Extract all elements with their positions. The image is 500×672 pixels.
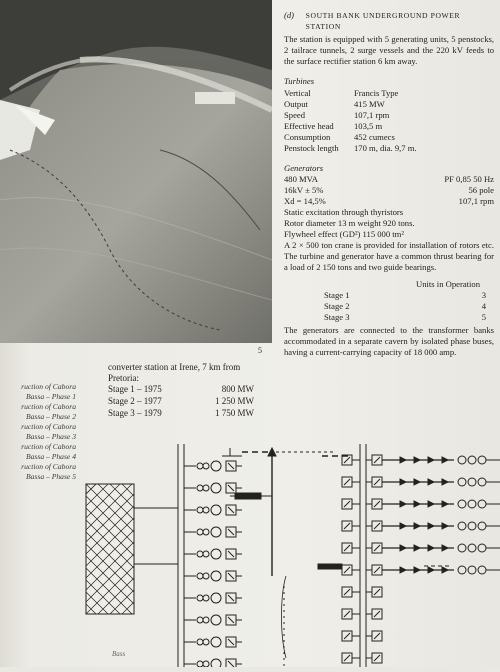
output-feeder — [382, 478, 500, 486]
feeder-row — [342, 521, 382, 531]
single-line-diagram — [54, 436, 500, 667]
converter-stage — [108, 408, 268, 420]
feeder-row — [342, 543, 382, 553]
caption-line: Bassa – Phase 1 — [26, 392, 76, 401]
feeder-row — [184, 505, 242, 515]
spec-row — [284, 132, 494, 143]
converter-stage — [108, 396, 268, 408]
gen-row — [284, 174, 494, 185]
spec-key: Penstock length — [284, 143, 339, 153]
conv-stage-value: 1 750 MW — [215, 408, 254, 418]
gen-value: PF 0,85 50 Hz — [444, 174, 494, 184]
conv-stage-value: 800 MW — [221, 384, 254, 394]
converter-block — [108, 362, 268, 420]
unit-stage — [284, 312, 494, 323]
spec-row — [284, 88, 494, 99]
section-intro: The station is equipped with 5 generating units, 5 penstocks, 2 tailrace tunnels, 2 surge vessels and the 220 kV feeds to the surface rectifier station 6 km away. — [284, 34, 494, 66]
caption-line: Bassa – Phase 5 — [26, 472, 76, 481]
feeder-row — [342, 631, 382, 641]
caption-line: Bassa – Phase 2 — [26, 412, 76, 421]
spec-row — [284, 110, 494, 121]
gen-flywheel: Flywheel effect (GD²) 115 000 tm² — [284, 229, 404, 239]
plate-number: 5 — [258, 346, 262, 355]
right-column — [284, 10, 494, 358]
feeder-row — [184, 593, 242, 603]
spec-value: 415 MW — [354, 99, 385, 109]
stage-label: Stage 1 — [324, 290, 350, 300]
stage-value: 5 — [481, 312, 486, 322]
gen-value: 107,1 rpm — [458, 196, 494, 206]
feeder-row — [184, 571, 242, 581]
feeder-row — [342, 565, 382, 575]
gen-value: Xd = 14,5% — [284, 196, 326, 206]
output-feeder — [382, 522, 500, 530]
conv-stage-label: Stage 3 – 1979 — [108, 408, 162, 418]
gen-excitation: Static excitation through thyristors — [284, 207, 404, 217]
feeder-row — [184, 483, 242, 493]
left-feeder-rows — [184, 461, 242, 667]
feeder-row — [184, 461, 242, 471]
units-note: The generators are connected to the transformer banks accommodated in a separate cavern by isolated phase buses, having a current-carrying capacity of 18 000 amp. — [284, 325, 494, 357]
feeder-row — [184, 637, 242, 647]
spec-key: Speed — [284, 110, 306, 120]
output-feeder — [382, 456, 500, 464]
gen-rotor: Rotor diameter 13 m weight 920 tons. — [284, 218, 415, 228]
spec-key: Consumption — [284, 132, 331, 142]
output-feeder — [382, 500, 500, 508]
spec-key: Output — [284, 99, 308, 109]
feeder-row — [184, 527, 242, 537]
stage-value: 4 — [481, 301, 486, 311]
output-feeder — [382, 544, 500, 552]
feeder-row — [184, 659, 242, 667]
units-heading: Units in Operation — [416, 279, 480, 289]
caption-line: Bassa – Phase 4 — [26, 452, 76, 461]
spec-value: 170 m, dia. 9,7 m. — [354, 143, 417, 153]
output-feeder — [382, 566, 500, 574]
spec-row — [284, 121, 494, 132]
spec-key: Effective head — [284, 121, 334, 131]
unit-stage — [284, 301, 494, 312]
section-id: (d) — [284, 10, 295, 20]
spec-row — [284, 143, 494, 154]
turbine-specs — [284, 88, 494, 154]
feeder-row — [184, 615, 242, 625]
spec-value: 452 cumecs — [354, 132, 395, 142]
feeder-row — [342, 587, 382, 597]
caption-line: ruction of Cabora — [21, 442, 76, 451]
caption-line: ruction of Cabora — [21, 402, 76, 411]
spec-value: 107,1 rpm — [354, 110, 390, 120]
stage-value: 3 — [481, 290, 486, 300]
footer-mark: Bass — [112, 650, 126, 658]
conv-stage-label: Stage 1 – 1975 — [108, 384, 162, 394]
feeder-row — [342, 653, 382, 663]
converter-intro: converter station at Irene, 7 km from Pretoria: — [108, 362, 241, 383]
feeder-row — [342, 499, 382, 509]
conv-stage-value: 1 250 MW — [215, 396, 254, 406]
generators-heading: Generators — [284, 163, 324, 173]
spec-key: Vertical — [284, 88, 311, 98]
caption-line: ruction of Cabora — [21, 382, 76, 391]
caption-line: ruction of Cabora — [21, 422, 76, 431]
conv-stage-label: Stage 2 – 1977 — [108, 396, 162, 406]
section-header — [284, 10, 494, 32]
gen-value: 56 pole — [468, 185, 494, 195]
converter-stage — [108, 384, 268, 396]
spec-row — [284, 99, 494, 110]
stage-label: Stage 2 — [324, 301, 350, 311]
aerial-photograph — [0, 0, 272, 343]
caption-line: Bassa – Phase 3 — [26, 432, 76, 441]
unit-stage — [284, 290, 494, 301]
gen-row — [284, 185, 494, 196]
spec-value: Francis Type — [354, 88, 399, 98]
turbines-heading: Turbines — [284, 76, 315, 86]
gen-row — [284, 196, 494, 207]
caption-line: ruction of Cabora — [21, 462, 76, 471]
stage-label: Stage 3 — [324, 312, 350, 322]
section-title: SOUTH BANK UNDERGROUND POWER STATION — [305, 11, 461, 31]
feeder-row — [342, 609, 382, 619]
gen-crane: A 2 × 500 ton crane is provided for installation of rotors etc. The turbine and generator have a common thrust bearing for a load of 2 150 tons and two guide bearings. — [284, 240, 494, 272]
feeder-row — [184, 549, 242, 559]
feeder-row — [342, 477, 382, 487]
gen-value: 480 MVA — [284, 174, 318, 184]
spec-value: 103,5 m — [354, 121, 383, 131]
gen-value: 16kV ± 5% — [284, 185, 324, 195]
